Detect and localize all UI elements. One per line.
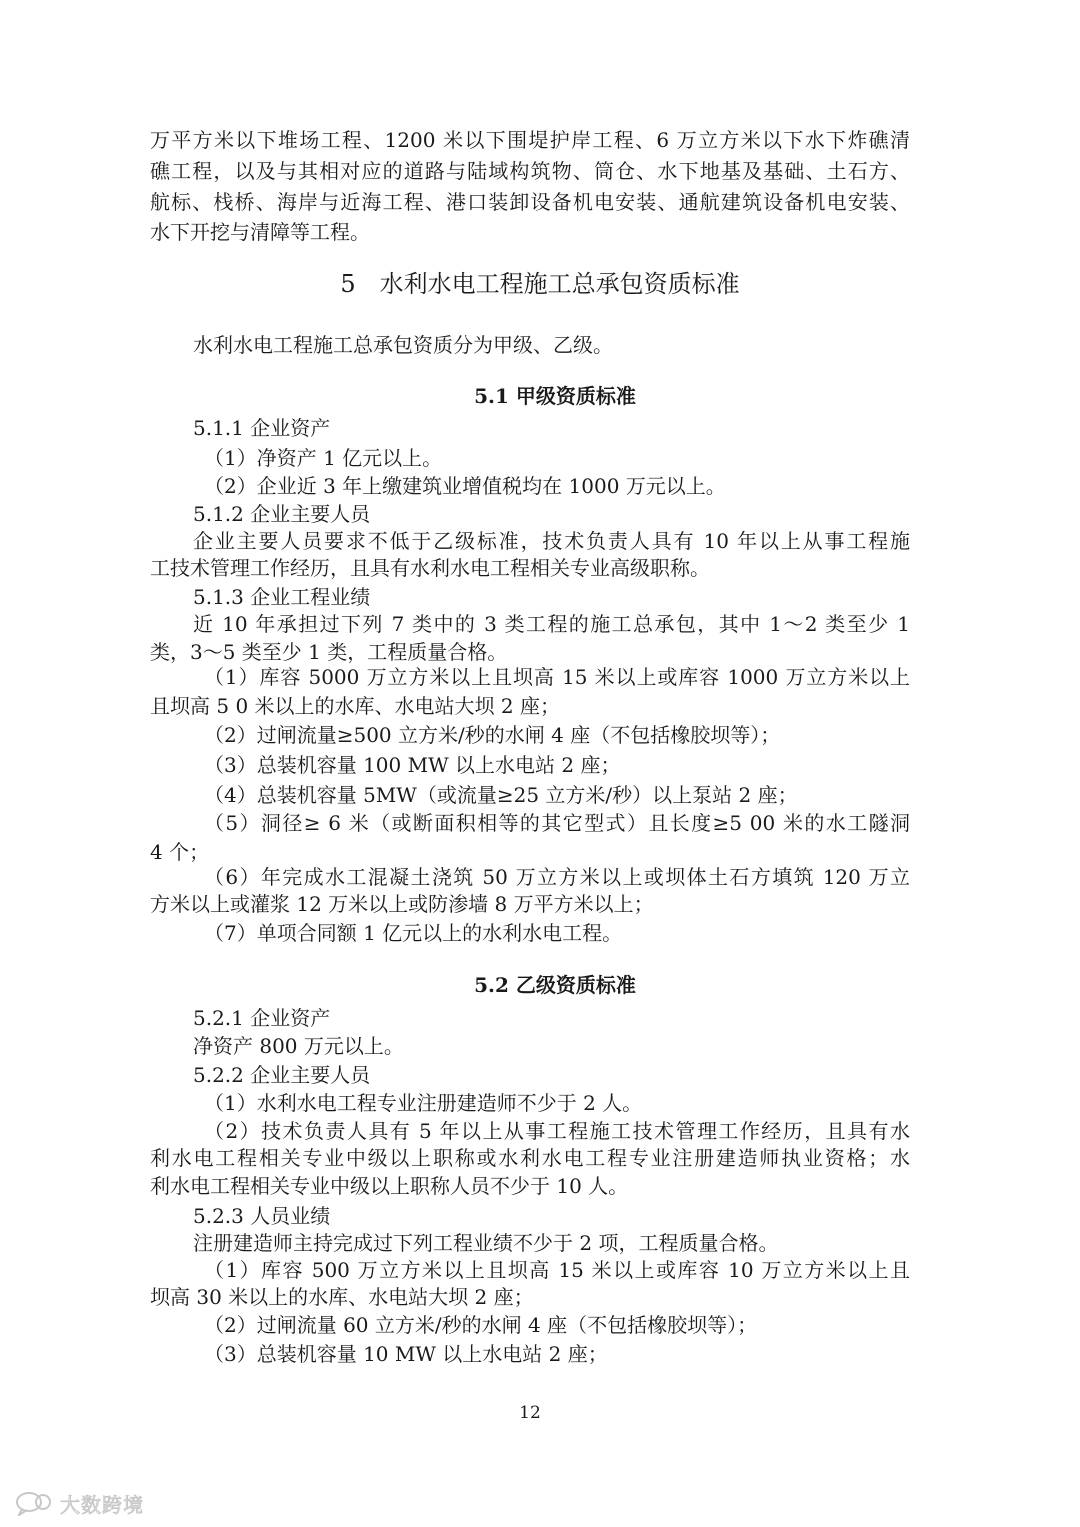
clause-title: 5.1.3 企业工程业绩: [193, 585, 371, 609]
clause-item: （2）过闸流量 60 立方米/秒的水闸 4 座（不包括橡胶坝等）；: [204, 1313, 758, 1337]
subsection-heading: 5.1 甲级资质标准: [474, 384, 636, 408]
clause-text: 类，3～5 类至少 1 类，工程质量合格。: [150, 640, 508, 664]
clause-text: 注册建造师主持完成过下列工程业绩不少于 2 项，工程质量合格。: [193, 1231, 779, 1255]
section-intro: 水利水电工程施工总承包资质分为甲级、乙级。: [193, 333, 613, 357]
watermark-text: 大数跨境: [60, 1492, 144, 1517]
subsection-heading: 5.2 乙级资质标准: [474, 973, 636, 997]
clause-item: （7）单项合同额 1 亿元以上的水利水电工程。: [204, 921, 623, 945]
clause-item: （1）库容 5000 万立方米以上且坝高 15 米以上或库容 1000 万立方米以上: [204, 665, 910, 689]
section-heading: 5 水利水电工程施工总承包资质标准: [340, 270, 740, 298]
clause-item: （5）洞径≥ 6 米（或断面积相等的其它型式）且长度≥5 00 米的水工隧洞: [204, 811, 910, 835]
clause-title: 5.1.1 企业资产: [193, 416, 331, 440]
chat-bubble-icon: [14, 1490, 54, 1516]
clause-item: 坝高 30 米以上的水库、水电站大坝 2 座；: [150, 1285, 534, 1309]
clause-title: 5.2.3 人员业绩: [193, 1204, 331, 1228]
clause-text: 净资产 800 万元以上。: [193, 1034, 404, 1058]
clause-item: 方米以上或灌浆 12 万米以上或防渗墙 8 万平方米以上；: [150, 892, 654, 916]
clause-item: （3）总装机容量 100 MW 以上水电站 2 座；: [204, 753, 621, 777]
clause-item: （4）总装机容量 5MW（或流量≥25 立方米/秒）以上泵站 2 座；: [204, 783, 798, 807]
paragraph-line: 礁工程，以及与其相对应的道路与陆域构筑物、筒仓、水下地基及基础、土石方、: [150, 159, 910, 183]
paragraph-line: 航标、栈桥、海岸与近海工程、港口装卸设备机电安装、通航建筑设备机电安装、: [150, 190, 910, 214]
clause-title: 5.1.2 企业主要人员: [193, 502, 371, 526]
clause-item: （2）企业近 3 年上缴建筑业增值税均在 1000 万元以上。: [204, 474, 726, 498]
paragraph-line: 万平方米以下堆场工程、1200 米以下围堤护岸工程、6 万立方米以下水下炸礁清: [150, 128, 910, 152]
clause-item: （2）技术负责人具有 5 年以上从事工程施工技术管理工作经历，且具有水: [204, 1119, 910, 1143]
clause-title: 5.2.2 企业主要人员: [193, 1063, 371, 1087]
clause-title: 5.2.1 企业资产: [193, 1006, 331, 1030]
clause-text: 近 10 年承担过下列 7 类中的 3 类工程的施工总承包，其中 1～2 类至少 1: [193, 612, 910, 636]
clause-text: 工技术管理工作经历，且具有水利水电工程相关专业高级职称。: [150, 556, 710, 580]
paragraph-line: 水下开挖与清障等工程。: [150, 220, 370, 244]
clause-item: （1）库容 500 万立方米以上且坝高 15 米以上或库容 10 万立方米以上且: [204, 1258, 910, 1282]
clause-item: 4 个；: [150, 840, 210, 864]
clause-item: 利水电工程相关专业中级以上职称人员不少于 10 人。: [150, 1174, 629, 1198]
clause-item: 且坝高 5 0 米以上的水库、水电站大坝 2 座；: [150, 694, 560, 718]
clause-item: 利水电工程相关专业中级以上职称或水利水电工程专业注册建造师执业资格；水: [150, 1146, 910, 1170]
clause-text: 企业主要人员要求不低于乙级标准，技术负责人具有 10 年以上从事工程施: [193, 529, 910, 553]
clause-item: （2）过闸流量≥500 立方米/秒的水闸 4 座（不包括橡胶坝等）；: [204, 723, 781, 747]
clause-item: （6）年完成水工混凝土浇筑 50 万立方米以上或坝体土石方填筑 120 万立: [204, 865, 910, 889]
watermark: [14, 1488, 144, 1518]
clause-item: （1）水利水电工程专业注册建造师不少于 2 人。: [204, 1091, 643, 1115]
page-number: 12: [519, 1403, 541, 1423]
clause-item: （3）总装机容量 10 MW 以上水电站 2 座；: [204, 1342, 608, 1366]
clause-item: （1）净资产 1 亿元以上。: [204, 446, 443, 470]
